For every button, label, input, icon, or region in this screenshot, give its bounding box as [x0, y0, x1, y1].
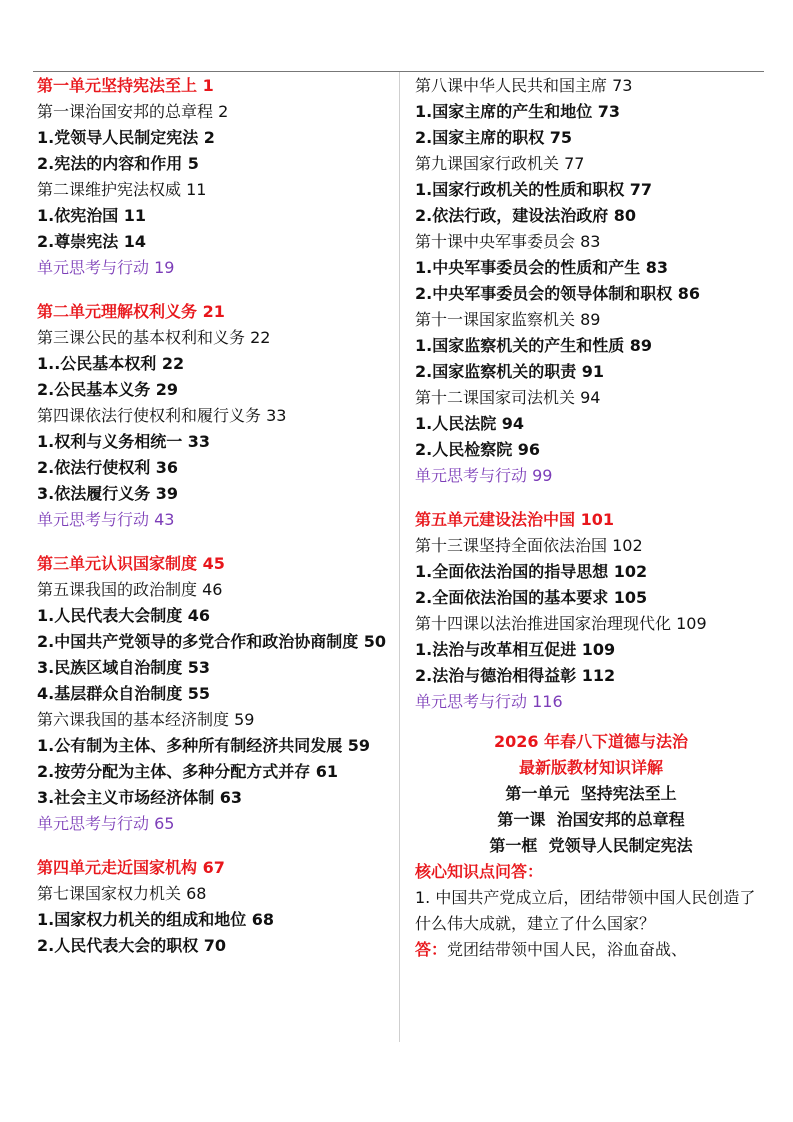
toc-topic-entry: 2.法治与德治相得益彰 112 [415, 666, 616, 685]
toc-lesson-entry: 第二课维护宪法权威 11 [37, 180, 207, 199]
toc-lesson-entry: 第三课公民的基本权利和义务 22 [37, 328, 271, 347]
toc-topic-entry: 1.国家主席的产生和地位 73 [415, 102, 621, 121]
spacer [37, 533, 393, 551]
toc-topic-entry: 2.依法行使权利 36 [37, 458, 179, 477]
toc-topic-entry: 2.中央军事委员会的领导体制和职权 86 [415, 284, 701, 303]
toc-topic-entry: 1..公民基本权利 22 [37, 354, 185, 373]
heading-unit: 第一单元 坚持宪法至上 [505, 784, 677, 803]
toc-topic-entry: 1.人民法院 94 [415, 414, 525, 433]
toc-unit-entry: 第二单元理解权利义务 21 [37, 302, 225, 321]
qa-answer [415, 937, 767, 963]
spacer [37, 837, 393, 855]
toc-topic-entry: 1.全面依法治国的指导思想 102 [415, 562, 648, 581]
toc-lesson-entry: 第七课国家权力机关 68 [37, 884, 207, 903]
toc-topic-entry: 1.国家权力机关的组成和地位 68 [37, 910, 275, 929]
content-heading [415, 729, 767, 859]
toc-lesson-entry: 第六课我国的基本经济制度 59 [37, 710, 255, 729]
toc-topic-entry: 1.法治与改革相互促进 109 [415, 640, 616, 659]
toc-topic-entry: 1.国家行政机关的性质和职权 77 [415, 180, 653, 199]
doc-subtitle: 最新版教材知识详解 [518, 758, 663, 777]
toc-lesson-entry: 第一课治国安邦的总章程 2 [37, 102, 229, 121]
toc-unit-entry: 第三单元认识国家制度 45 [37, 554, 225, 573]
qa-answer-text: 党团结带领中国人民，浴血奋战、 [447, 940, 688, 959]
toc-topic-entry: 2.中国共产党领导的多党合作和政治协商制度 50 [37, 632, 387, 651]
toc-lesson-entry: 第八课中华人民共和国主席 73 [415, 76, 633, 95]
toc-lesson-entry: 第十三课坚持全面依法治国 102 [415, 536, 643, 555]
toc-topic-entry: 2.宪法的内容和作用 5 [37, 154, 199, 173]
toc-topic-entry: 1.公有制为主体、多种所有制经济共同发展 59 [37, 736, 371, 755]
doc-title: 2026 年春八下道德与法治 [493, 732, 689, 751]
toc-topic-entry: 3.民族区域自治制度 53 [37, 658, 211, 677]
toc-lesson-entry: 第十二课国家司法机关 94 [415, 388, 601, 407]
qa-question: 1. 中国共产党成立后，团结带领中国人民创造了什么伟大成就，建立了什么国家？ [415, 888, 756, 933]
heading-lesson: 第一课 治国安邦的总章程 [497, 810, 685, 829]
toc-unit-entry: 第四单元走近国家机构 67 [37, 858, 225, 877]
toc-topic-entry: 1.党领导人民制定宪法 2 [37, 128, 215, 147]
qa-answer-label: 答： [415, 940, 448, 959]
toc-unit-entry: 第五单元建设法治中国 101 [415, 510, 614, 529]
toc-lesson-entry: 第十四课以法治推进国家治理现代化 109 [415, 614, 707, 633]
toc-topic-entry: 3.依法履行义务 39 [37, 484, 179, 503]
toc-unit-entry: 第一单元坚持宪法至上 1 [37, 76, 214, 95]
toc-think-entry: 单元思考与行动 116 [415, 692, 563, 711]
column-divider [399, 72, 400, 1042]
toc-topic-entry: 1.权利与义务相统一 33 [37, 432, 211, 451]
toc-topic-entry: 2.国家监察机关的职责 91 [415, 362, 605, 381]
toc-think-entry: 单元思考与行动 99 [415, 466, 553, 485]
toc-think-entry: 单元思考与行动 65 [37, 814, 175, 833]
toc-lesson-entry: 第四课依法行使权利和履行义务 33 [37, 406, 287, 425]
toc-lesson-entry: 第五课我国的政治制度 46 [37, 580, 223, 599]
spacer [37, 281, 393, 299]
toc-topic-entry: 4.基层群众自治制度 55 [37, 684, 211, 703]
spacer [415, 489, 767, 507]
toc-right-column [415, 73, 767, 963]
toc-right-list [415, 73, 767, 715]
toc-think-entry: 单元思考与行动 19 [37, 258, 175, 277]
toc-lesson-entry: 第十课中央军事委员会 83 [415, 232, 601, 251]
toc-left-column [37, 73, 393, 959]
toc-lesson-entry: 第十一课国家监察机关 89 [415, 310, 601, 329]
toc-topic-entry: 2.国家主席的职权 75 [415, 128, 573, 147]
toc-topic-entry: 1.依宪治国 11 [37, 206, 147, 225]
toc-topic-entry: 2.公民基本义务 29 [37, 380, 179, 399]
toc-topic-entry: 2.人民检察院 96 [415, 440, 541, 459]
toc-topic-entry: 2.依法行政，建设法治政府 80 [415, 206, 637, 225]
toc-topic-entry: 2.全面依法治国的基本要求 105 [415, 588, 648, 607]
toc-topic-entry: 1.国家监察机关的产生和性质 89 [415, 336, 653, 355]
toc-topic-entry: 3.社会主义市场经济体制 63 [37, 788, 243, 807]
toc-topic-entry: 1.人民代表大会制度 46 [37, 606, 211, 625]
heading-section: 第一框 党领导人民制定宪法 [489, 836, 693, 855]
toc-topic-entry: 1.中央军事委员会的性质和产生 83 [415, 258, 669, 277]
toc-topic-entry: 2.人民代表大会的职权 70 [37, 936, 227, 955]
toc-topic-entry: 2.尊崇宪法 14 [37, 232, 147, 251]
toc-topic-entry: 2.按劳分配为主体、多种分配方式并存 61 [37, 762, 339, 781]
qa-header: 核心知识点问答： [415, 862, 544, 881]
toc-think-entry: 单元思考与行动 43 [37, 510, 175, 529]
toc-lesson-entry: 第九课国家行政机关 77 [415, 154, 585, 173]
